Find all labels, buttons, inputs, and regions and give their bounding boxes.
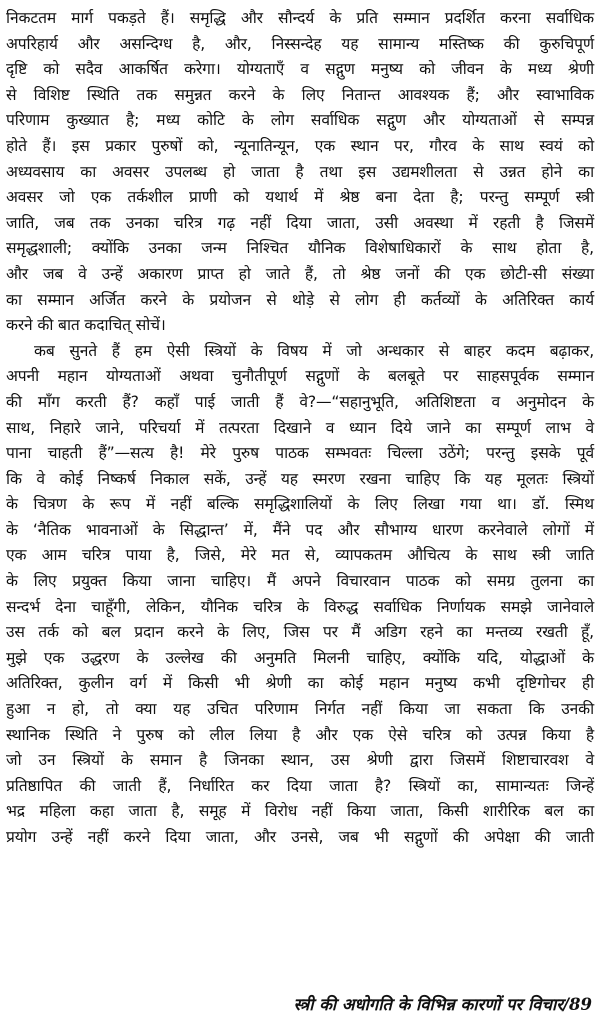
paragraph-2 — [6, 339, 594, 851]
text-line: परिणाम कुख्यात है; मध्य कोटि के लोग सर्वाधिक सद्गुण और योग्यताओं से सम्पन्न — [6, 111, 594, 130]
text-line: अपनी महान योग्यताओं अथवा चुनौतीपूर्ण सद्गुणों के बलबूते पर साहसपूर्वक सम्मान — [6, 367, 594, 386]
text-line: कब सुनते हैं हम ऐसी स्त्रियों के विषय में जो अन्धकार से बाहर कदम बढ़ाकर, — [34, 341, 594, 360]
text-line: प्रतिष्ठापित की जाती हैं, निर्धारित कर दिया जाता है? स्त्रियों का, सामान्यतः जिन्हें — [6, 776, 594, 795]
text-line: अध्यवसाय का अवसर उपलब्ध हो जाता है तथा इस उद्यमशीलता से उन्नत होने का — [6, 162, 594, 181]
text-line: मुझे एक उद्धरण के उल्लेख की अनुमति मिलनी चाहिए, क्योंकि यदि, योद्धाओं के — [6, 648, 594, 667]
text-line: अवसर जो एक तर्कशील प्राणी को यथार्थ में श्रेष्ठ बना देता है; परन्तु सम्पूर्ण स्त्री — [6, 188, 594, 207]
text-line: अपरिहार्य और असन्दिग्ध है, और, निस्सन्देह यह सामान्य मस्तिष्क की कुरुचिपूर्ण — [6, 34, 594, 53]
text-line: होते हैं। इस प्रकार पुरुषों को, न्यूनातिन्यून, एक स्थान पर, गौरव के साथ स्वयं को — [6, 136, 594, 155]
text-line: दृष्टि को सदैव आकर्षित करेगा। योग्यताएँ व सद्गुण मनुष्य को जीवन के मध्य श्रेणी — [6, 60, 594, 79]
text-line: एक आम चरित्र पाया है, जिसे, मेरे मत से, व्यापकतम औचित्य के साथ स्त्री जाति — [6, 546, 594, 565]
text-line: कि वे कोई निष्कर्ष निकाल सकें, उन्हें यह स्मरण रखना चाहिए कि यह मूलतः स्त्रियों — [6, 469, 594, 488]
text-line: सन्दर्भ देना चाहूँगी, लेकिन, यौनिक चरित्र के विरुद्ध सर्वाधिक निर्णायक समझे जानेवाले — [6, 597, 594, 616]
page-footer — [294, 994, 592, 1016]
text-line: से विशिष्ट स्थिति तक समुन्नत करने के लिए नितान्त आवश्यक हैं; और स्वाभाविक — [6, 85, 594, 104]
text-line: हुआ न हो, तो क्या यह उचित परिणाम निर्गत नहीं किया जा सकता कि उनकी — [6, 700, 594, 719]
text-line: और जब वे उन्हें अकारण प्राप्त हो जाते हैं, तो श्रेष्ठ जनों की एक छोटी-सी संख्या — [6, 264, 594, 283]
text-line: उस तर्क को बल प्रदान करने के लिए, जिस पर मैं अडिग रहने का मन्तव्य रखती हूँ, — [6, 623, 594, 642]
text-line: साथ, निहारे जाने, परिचर्या में तत्परता दिखाने व ध्यान दिये जाने का सम्पूर्ण लाभ वे — [6, 418, 594, 437]
text-line: करने की बात कदाचित् सोचें। — [6, 316, 166, 335]
text-line: समृद्धशाली; क्योंकि उनका जन्म निश्चित यौनिक विशेषाधिकारों के साथ होता है, — [6, 239, 594, 258]
text-line: स्थानिक स्थिति ने पुरुष को लील लिया है और एक ऐसे चरित्र को उत्पन्न किया है — [6, 725, 594, 744]
footer-separator: / — [563, 995, 570, 1014]
text-line: जाति, जब तक उनका चरित्र गढ़ नहीं दिया जाता, उसी अवस्था में रहती है जिसमें — [6, 213, 594, 232]
text-line: का सम्मान अर्जित करने के प्रयोजन से थोड़े से लोग ही कर्तव्यों के अतिरिक्त कार्य — [6, 290, 594, 309]
text-line: के ‘नैतिक भावनाओं के सिद्धान्त’ में, मैंने पद और सौभाग्य धारण करनेवाले लोगों में — [6, 520, 594, 539]
text-line: पाना चाहती हैं”—सत्य है! मेरे पुरुष पाठक सम्भवतः चिल्ला उठेंगे; परन्तु इसके पूर्व — [6, 444, 594, 463]
text-line: की माँग करती हैं? कहाँ पाई जाती हैं वे?—“सहानुभूति, अतिशिष्टता व अनुमोदन के — [6, 392, 594, 411]
text-line: के लिए प्रयुक्त किया जाना चाहिए। मैं अपने विचारवान पाठक को समग्र तुलना का — [6, 572, 594, 591]
running-title: स्त्री की अधोगति के विभिन्न कारणों पर विचार — [293, 995, 563, 1014]
text-line: जो उन स्त्रियों के समान है जिनका स्थान, उस श्रेणी द्वारा जिसमें शिष्टाचारवश वे — [6, 751, 594, 770]
text-line: के चित्रण के रूप में नहीं बल्कि समृद्धिशालियों के लिए लिखा गया था। डॉ. स्मिथ — [6, 495, 594, 514]
text-line: भद्र महिला कहा जाता है, समूह में विरोध नहीं किया जाता, किसी शारीरिक बल का — [6, 802, 594, 821]
text-line: निकटतम मार्ग पकड़ते हैं। समृद्धि और सौन्दर्य के प्रति सम्मान प्रदर्शित करना सर्वाधिक — [6, 9, 594, 27]
page-number: 89 — [569, 995, 592, 1014]
text-line: अतिरिक्त, कुलीन वर्ग में किसी भी श्रेणी का कोई महान मनुष्य कभी दृष्टिगोचर ही — [6, 674, 594, 693]
paragraph-1 — [6, 6, 594, 339]
text-line: प्रयोग उन्हें नहीं करने दिया जाता, और उनसे, जब भी सद्गुणों की अपेक्षा की जाती — [6, 828, 594, 846]
